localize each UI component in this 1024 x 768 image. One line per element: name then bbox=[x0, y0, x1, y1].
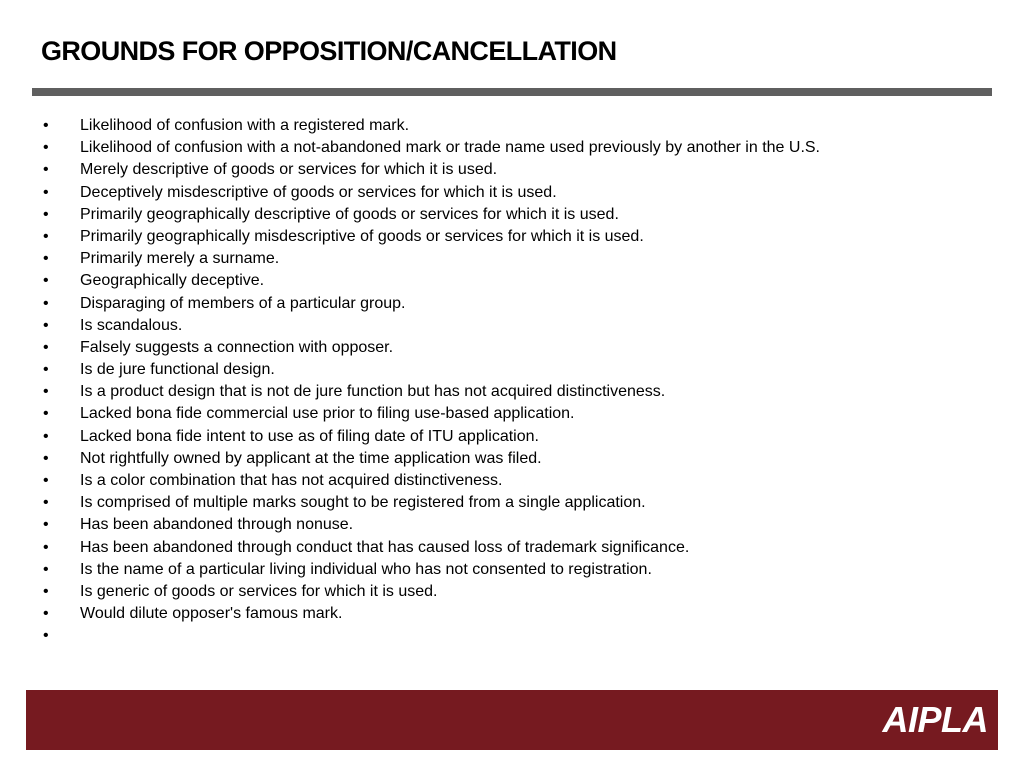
bullet-dot-icon: • bbox=[43, 494, 49, 512]
bullet-text: Is generic of goods or services for which it is used. bbox=[80, 582, 438, 600]
bullet-dot-icon: • bbox=[43, 361, 49, 379]
bullet-text: Has been abandoned through conduct that has caused loss of trademark significance. bbox=[80, 538, 690, 556]
bullet-dot-icon: • bbox=[43, 117, 49, 134]
bullet-text: Not rightfully owned by applicant at the time application was filed. bbox=[80, 449, 542, 467]
bullet-text: Falsely suggests a connection with opposer. bbox=[80, 338, 394, 356]
bullet-dot-icon: • bbox=[43, 582, 49, 600]
bullet-text: Lacked bona fide commercial use prior to filing use-based application. bbox=[80, 405, 575, 423]
aipla-logo-text: AIPLA bbox=[882, 699, 988, 740]
bullet-text: Geographically deceptive. bbox=[80, 272, 265, 290]
bullet-dot-icon: • bbox=[43, 560, 49, 578]
bullet-dot-icon: • bbox=[43, 405, 49, 423]
bullet-text: Is scandalous. bbox=[80, 316, 183, 334]
bullet-text: Disparaging of members of a particular group. bbox=[80, 294, 406, 312]
footer-bar bbox=[26, 690, 998, 750]
bullet-text: Deceptively misdescriptive of goods or services for which it is used. bbox=[80, 183, 557, 201]
bullet-dot-icon: • bbox=[43, 427, 49, 445]
bullet-dot-icon: • bbox=[43, 139, 49, 157]
bullet-text: Primarily geographically misdescriptive of goods or services for which it is used. bbox=[80, 227, 644, 245]
bullet-dot-icon: • bbox=[43, 627, 49, 645]
bullet-text: Is de jure functional design. bbox=[80, 361, 275, 379]
bullet-dot-icon: • bbox=[43, 472, 49, 489]
bullet-text: Is comprised of multiple marks sought to be registered from a single application. bbox=[80, 494, 646, 512]
bullet-dot-icon: • bbox=[43, 605, 49, 623]
bullet-text: Primarily geographically descriptive of goods or services for which it is used. bbox=[80, 205, 619, 223]
bullet-text: Likelihood of confusion with a registered mark. bbox=[80, 117, 410, 134]
bullet-dot-icon: • bbox=[43, 161, 49, 179]
slide-title: GROUNDS FOR OPPOSITION/CANCELLATION bbox=[41, 36, 617, 66]
bullet-dot-icon: • bbox=[43, 538, 49, 556]
bullet-text: Lacked bona fide intent to use as of filing date of ITU application. bbox=[80, 427, 539, 445]
bullet-text: Has been abandoned through nonuse. bbox=[80, 516, 354, 534]
bullet-text: Is a product design that is not de jure function but has not acquired distinctiveness. bbox=[80, 383, 666, 401]
bullet-dot-icon: • bbox=[43, 250, 49, 268]
bullet-text: Likelihood of confusion with a not-abandoned mark or trade name used previously by another in the U.S. bbox=[80, 139, 820, 157]
bullet-dot-icon: • bbox=[43, 449, 49, 467]
bullet-dot-icon: • bbox=[43, 183, 49, 201]
bullet-text: Is a color combination that has not acquired distinctiveness. bbox=[80, 472, 503, 489]
bullet-text: Would dilute opposer's famous mark. bbox=[80, 605, 343, 623]
bullet-text: Merely descriptive of goods or services for which it is used. bbox=[80, 161, 498, 179]
bullet-dot-icon: • bbox=[43, 316, 49, 334]
bullet-text: Primarily merely a surname. bbox=[80, 250, 280, 268]
bullet-text: Is the name of a particular living individual who has not consented to registration. bbox=[80, 560, 652, 578]
title-divider bbox=[32, 88, 992, 96]
bullet-dot-icon: • bbox=[43, 338, 49, 356]
bullet-dot-icon: • bbox=[43, 516, 49, 534]
bullet-dot-icon: • bbox=[43, 227, 49, 245]
bullet-dot-icon: • bbox=[43, 272, 49, 290]
bullet-dot-icon: • bbox=[43, 383, 49, 401]
bullet-dot-icon: • bbox=[43, 205, 49, 223]
bullet-dot-icon: • bbox=[43, 294, 49, 312]
